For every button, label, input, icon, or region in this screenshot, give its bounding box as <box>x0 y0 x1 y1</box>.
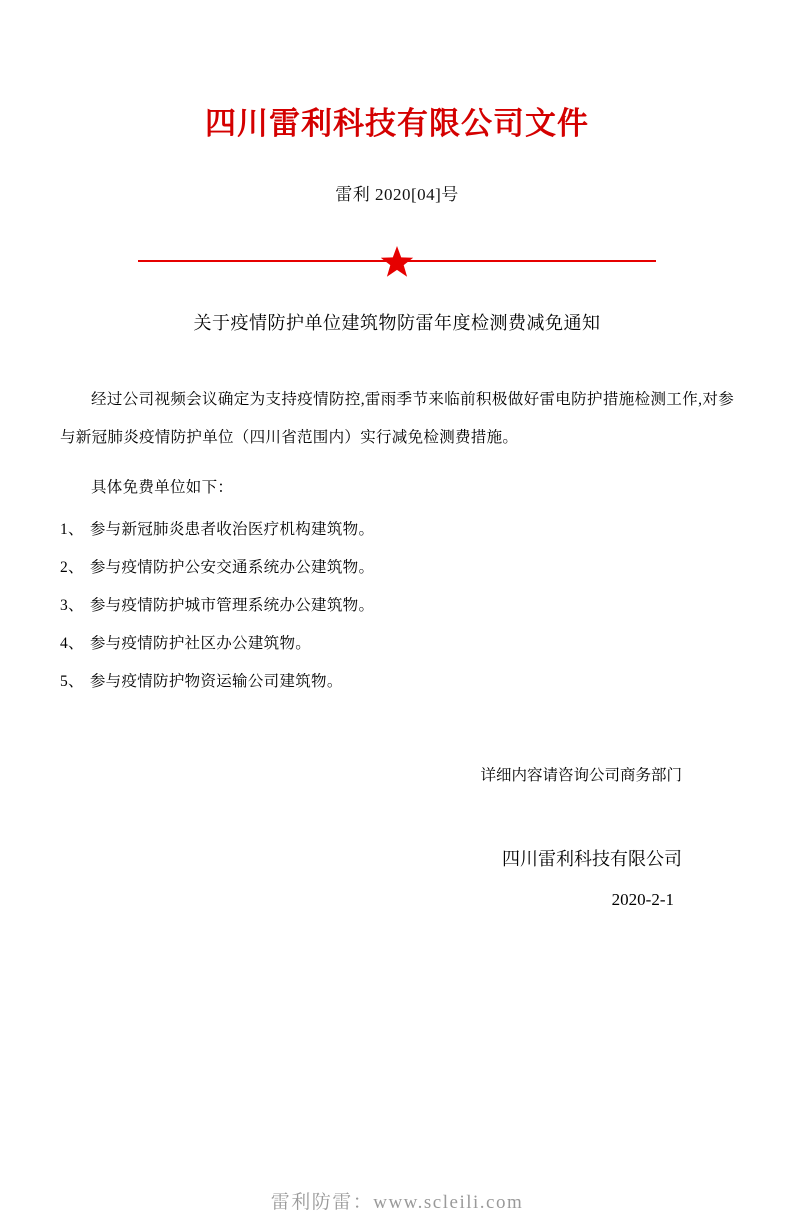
list-item-text: 参与疫情防护物资运输公司建筑物。 <box>89 672 343 690</box>
list-item-number: 2、 <box>60 559 84 577</box>
document-body <box>60 381 734 701</box>
document-page <box>0 105 794 1228</box>
list-item-number: 3、 <box>60 597 84 615</box>
list-item <box>60 625 734 663</box>
star-icon <box>380 245 414 279</box>
footer-watermark: 雷利防雷：www.scleili.com <box>270 1192 524 1213</box>
list-item-number: 1、 <box>60 521 84 539</box>
document-subject: 关于疫情防护单位建筑物防雷年度检测费减免通知 <box>193 313 601 334</box>
list-item-number: 5、 <box>60 672 84 690</box>
list-item <box>60 549 734 587</box>
free-units-list <box>60 511 734 701</box>
signature-date: 2020-2-1 <box>611 890 674 910</box>
list-item-text: 参与疫情防护公安交通系统办公建筑物。 <box>89 559 375 577</box>
signature-block <box>60 759 734 917</box>
signature-company: 四川雷利科技有限公司 <box>502 849 682 870</box>
contact-note: 详细内容请咨询公司商务部门 <box>480 766 682 784</box>
body-paragraph: 经过公司视频会议确定为支持疫情防控,雷雨季节来临前积极做好雷电防护措施检测工作,对参与新冠肺炎疫情防护单位（四川省范围内）实行减免检测费措施。 <box>60 391 734 447</box>
list-item <box>60 663 734 701</box>
header-divider <box>60 241 734 281</box>
document-number: 雷利 2020[04]号 <box>335 185 459 205</box>
page-title: 四川雷利科技有限公司文件 <box>205 106 589 141</box>
list-item-text: 参与疫情防护城市管理系统办公建筑物。 <box>89 597 375 615</box>
list-item <box>60 511 734 549</box>
list-item <box>60 587 734 625</box>
list-item-number: 4、 <box>60 635 84 652</box>
list-item-text: 参与疫情防护社区办公建筑物。 <box>89 635 312 652</box>
list-item-text: 参与新冠肺炎患者收治医疗机构建筑物。 <box>89 521 375 539</box>
list-heading: 具体免费单位如下： <box>91 479 234 497</box>
